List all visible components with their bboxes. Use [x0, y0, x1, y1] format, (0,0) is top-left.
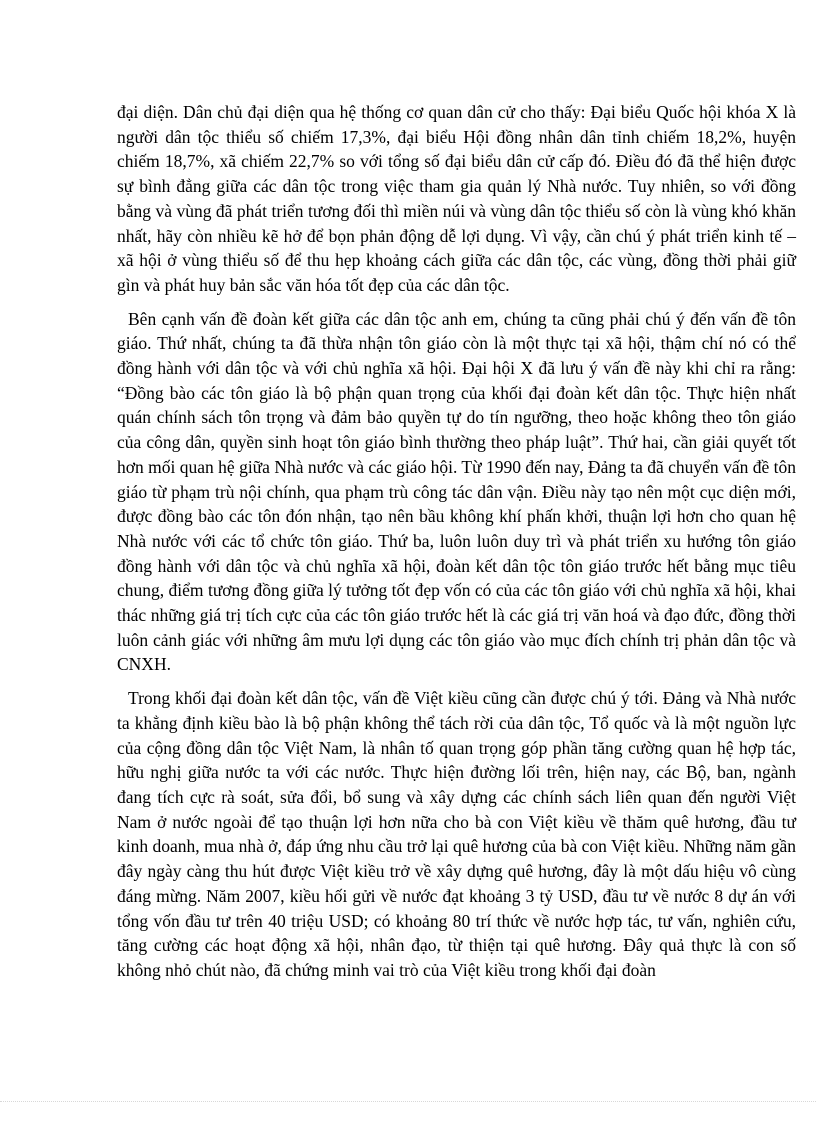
paragraph-ethnic-representation: đại diện. Dân chủ đại diện qua hệ thống cơ quan dân cử cho thấy: Đại biểu Quốc hội khóa X là người dân tộc thiểu số chiếm 17,3%, đại biểu Hội đồng nhân dân tỉnh chiếm 18,2%, huyện chiếm 18,7%, xã chiếm 22,7% so với tổng số đại biểu dân cử cấp đó. Điều đó đã thể hiện được sự bình đẳng giữa các dân tộc trong việc tham gia quản lý Nhà nước. Tuy nhiên, so với đồng bằng và vùng đã phát triển tương đối thì miền núi và vùng dân tộc thiểu số còn là vùng khó khăn nhất, hãy còn nhiều kẽ hở để bọn phản động dễ lợi dụng. Vì vậy, cần chú ý phát triển kinh tế – xã hội ở vùng thiểu số để thu hẹp khoảng cách giữa các dân tộc, các vùng, đồng thời phải giữ gìn và phát huy bản sắc văn hóa tốt đẹp của các dân tộc.	[117, 102, 796, 295]
document-body	[117, 100, 796, 983]
paragraph-religion: Bên cạnh vấn đề đoàn kết giữa các dân tộc anh em, chúng ta cũng phải chú ý đến vấn đề tôn giáo. Thứ nhất, chúng ta đã thừa nhận tôn giáo còn là một thực tại xã hội, thậm chí nó có thể đồng hành với dân tộc và với chủ nghĩa xã hội. Đại hội X đã lưu ý vấn đề này khi chỉ ra rằng: “Đồng bào các tôn giáo là bộ phận quan trọng của khối đại đoàn kết dân tộc. Thực hiện nhất quán chính sách tôn trọng và đảm bảo quyền tự do tín ngưỡng, theo hoặc không theo tôn giáo của công dân, quyền sinh hoạt tôn giáo bình thường theo pháp luật”. Thứ hai, cần giải quyết tốt hơn mối quan hệ giữa Nhà nước và các giáo hội. Từ 1990 đến nay, Đảng ta đã chuyển vấn đề tôn giáo từ phạm trù nội chính, qua phạm trù công tác dân vận. Điều này tạo nên một cục diện mới, được đồng bào các tôn đón nhận, tạo nên bầu không khí phấn khởi, thuận lợi hơn cho quan hệ Nhà nước với các tổ chức tôn giáo. Thứ ba, luôn luôn duy trì và phát triển xu hướng tôn giáo đồng hành với dân tộc và chủ nghĩa xã hội, đoàn kết dân tộc tôn giáo trước hết bằng mục tiêu chung, điểm tương đồng giữa lý tưởng tốt đẹp vốn có của các tôn giáo với chủ nghĩa xã hội, khai thác những giá trị tích cực của các tôn giáo trước hết là các giá trị văn hoá và đạo đức, đồng thời luôn cảnh giác với những âm mưu lợi dụng các tôn giáo vào mục đích chính trị phản dân tộc và CNXH.	[117, 308, 796, 675]
paragraph-overseas-vietnamese: Trong khối đại đoàn kết dân tộc, vấn đề Việt kiều cũng cần được chú ý tới. Đảng và Nhà nước ta khẳng định kiều bào là bộ phận không thể tách rời của dân tộc, Tổ quốc và là một nguồn lực của cộng đồng dân tộc Việt Nam, là nhân tố quan trọng góp phần tăng cường quan hệ hợp tác, hữu nghị giữa nước ta với các nước. Thực hiện đường lối trên, hiện nay, các Bộ, ban, ngành đang tích cực rà soát, sửa đổi, bổ sung và xây dựng các chính sách liên quan đến người Việt Nam ở nước ngoài để tạo thuận lợi hơn nữa cho bà con Việt kiều về thăm quê hương, đầu tư kinh doanh, mua nhà ở, đáp ứng nhu cầu trở lại quê hương của bà con Việt kiều. Những năm gần đây ngày càng thu hút được Việt kiều trở về xây dựng quê hương, đây là một dấu hiệu vô cùng đáng mừng. Năm 2007, kiều hối gửi về nước đạt khoảng 3 tỷ USD, đầu tư về nước 8 dự án với tổng vốn đầu tư trên 40 triệu USD; có khoảng 80 trí thức về nước hợp tác, tư vấn, nghiên cứu, tăng cường các hoạt động xã hội, nhân đạo, từ thiện tại quê hương. Đây quả thực là con số không nhỏ chút nào, đã chứng minh vai trò của Việt kiều trong khối đại đoàn	[117, 688, 796, 980]
page-bottom-divider	[0, 1101, 816, 1102]
